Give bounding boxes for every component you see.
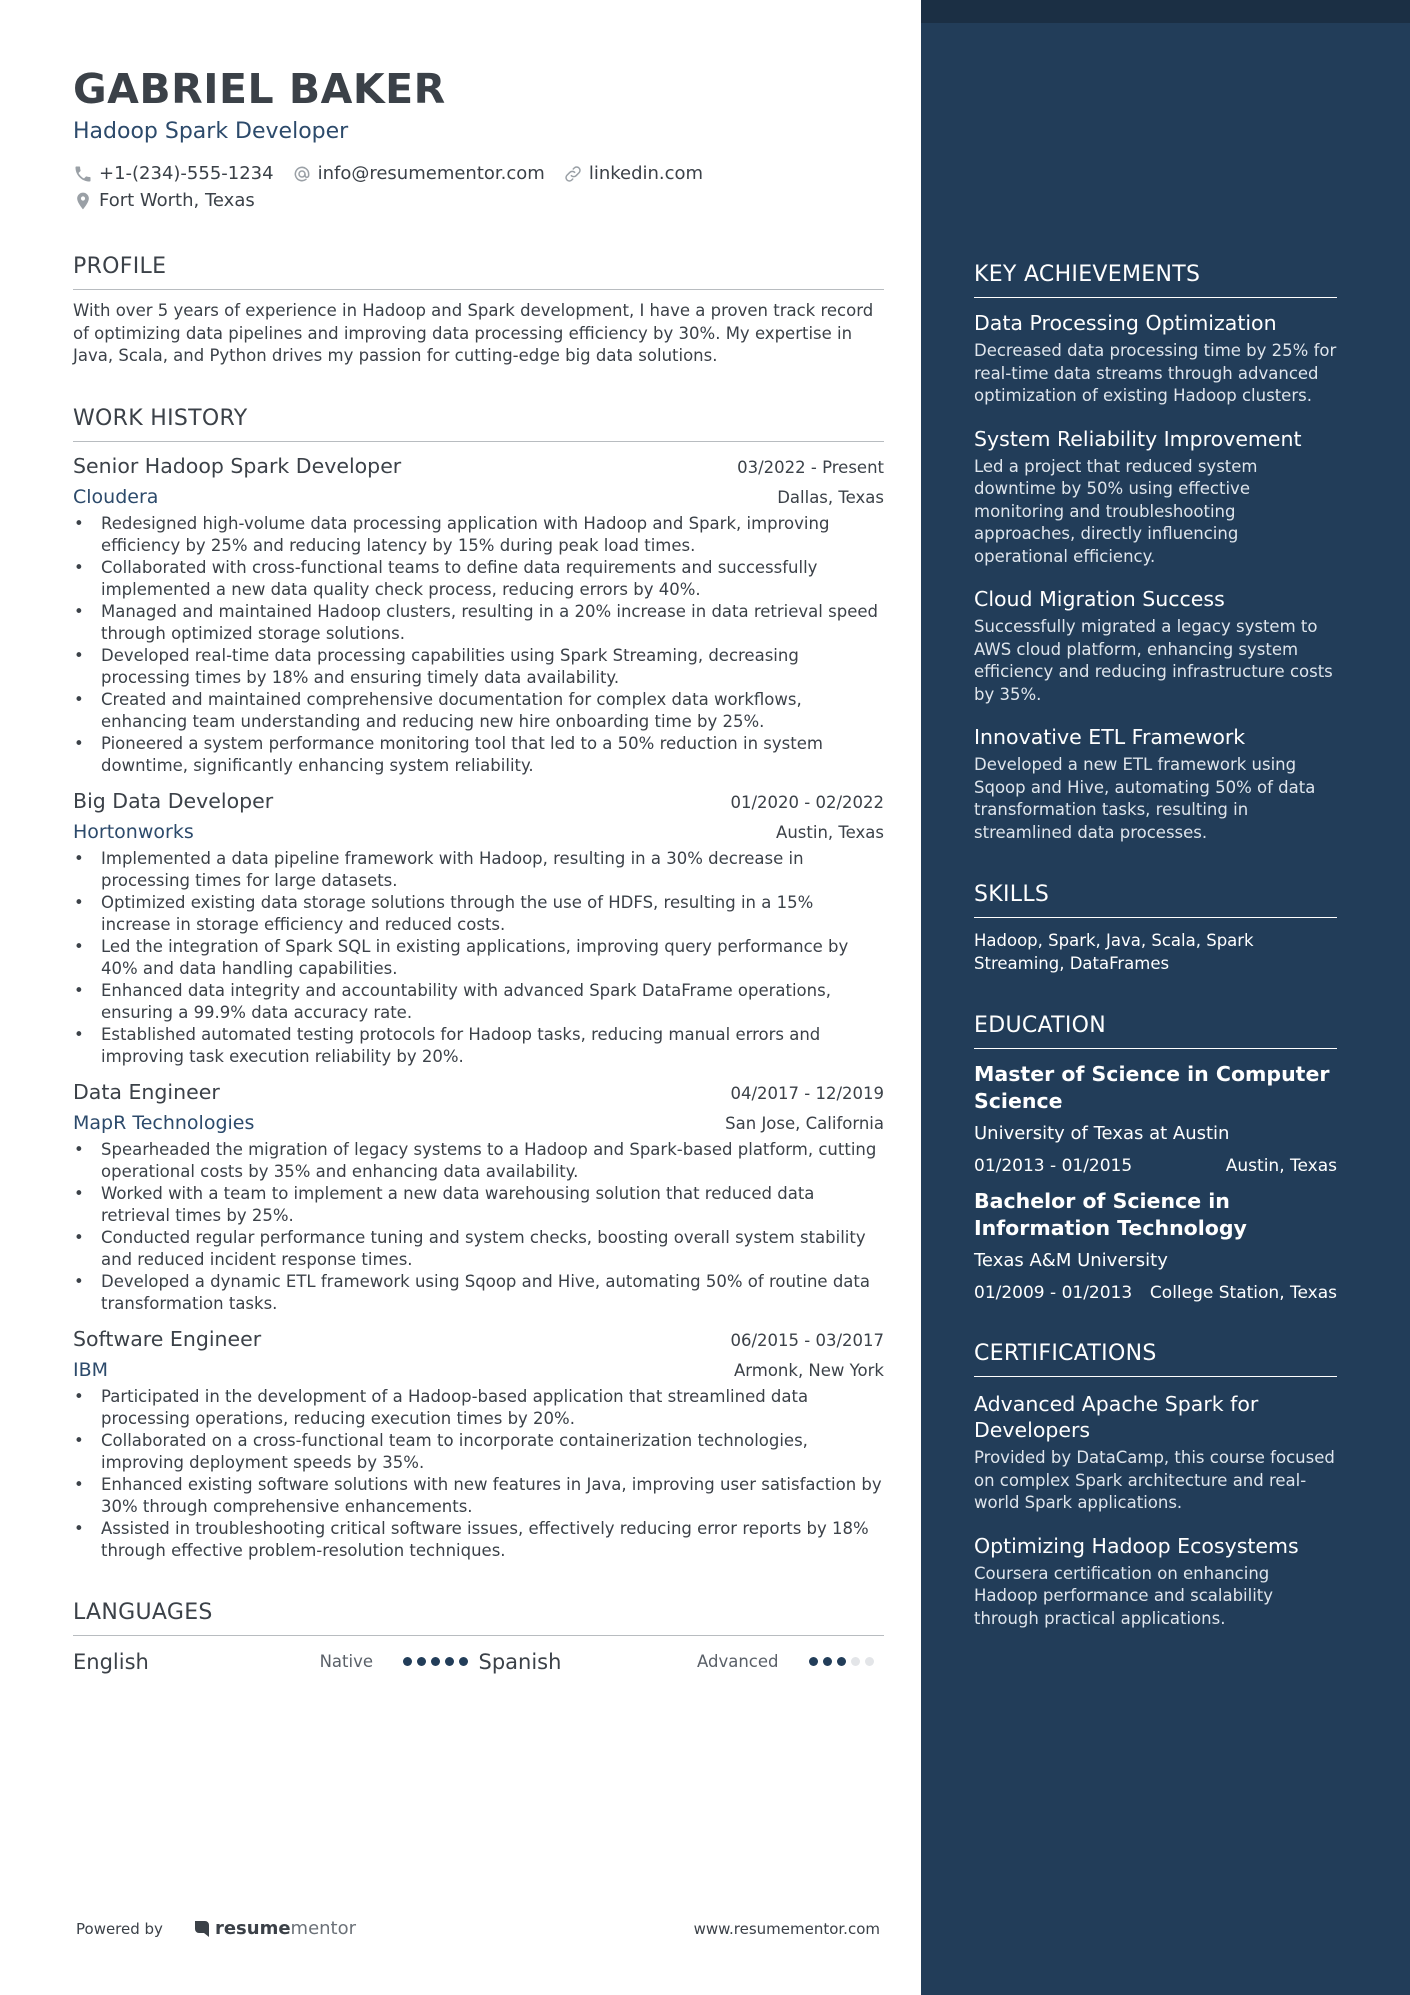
language-item bbox=[73, 1650, 479, 1674]
rating-dot-empty bbox=[851, 1657, 860, 1666]
bullet-item: • Worked with a team to implement a new data warehousing solution that reduced data retrieval times by 25%. bbox=[73, 1183, 884, 1227]
job-company: MapR Technologies bbox=[73, 1111, 255, 1134]
achievements-section bbox=[974, 262, 1337, 844]
sidebar-column bbox=[921, 0, 1410, 1995]
job-location: San Jose, California bbox=[725, 1113, 884, 1133]
profile-section bbox=[73, 254, 884, 368]
languages-heading: LANGUAGES bbox=[73, 1600, 884, 1636]
rating-dot-empty bbox=[865, 1657, 874, 1666]
certification-text: Provided by DataCamp, this course focused on complex Spark architecture and real-world Spark applications. bbox=[974, 1448, 1335, 1512]
certification-text: Coursera certification on enhancing Hadoop performance and scalability through practical applications. bbox=[974, 1563, 1274, 1628]
email-text: info@resumementor.com bbox=[317, 163, 545, 184]
job-entry bbox=[73, 1080, 884, 1315]
certifications-heading: CERTIFICATIONS bbox=[974, 1341, 1337, 1377]
contact-email[interactable] bbox=[292, 163, 545, 184]
achievement-title: Innovative ETL Framework bbox=[974, 725, 1246, 749]
achievement-text: Successfully migrated a legacy system to AWS cloud platform, enhancing system efficiency and reducing infrastructure costs by 35%. bbox=[974, 617, 1333, 704]
certification-title: Advanced Apache Spark for Developers bbox=[974, 1392, 1259, 1442]
work-section bbox=[73, 406, 884, 1562]
achievement-text: Developed a new ETL framework using Sqoop and Hive, automating 50% of data transformation tasks, resulting in streamlined data processes. bbox=[974, 755, 1316, 842]
rating-dot-filled bbox=[445, 1657, 454, 1666]
rating-dot-filled bbox=[459, 1657, 468, 1666]
location-text: Fort Worth, Texas bbox=[99, 190, 255, 211]
main-content bbox=[73, 62, 884, 1676]
bullet-item: • Redesigned high-volume data processing application with Hadoop and Spark, improving efficiency by 25% and reducing latency by 15% during peak load times. bbox=[73, 513, 884, 557]
candidate-name: GABRIEL BAKER bbox=[73, 65, 446, 113]
job-location: Austin, Texas bbox=[776, 822, 884, 842]
footer bbox=[76, 1918, 880, 1939]
job-entry bbox=[73, 1327, 884, 1562]
at-icon bbox=[292, 164, 312, 184]
contact-info bbox=[73, 160, 884, 214]
skills-section bbox=[974, 882, 1337, 975]
education-section bbox=[974, 1013, 1337, 1303]
bullet-item: • Participated in the development of a Hadoop-based application that streamlined data processing operations, reducing execution times by 20%. bbox=[73, 1386, 884, 1430]
rating-dot-filled bbox=[403, 1657, 412, 1666]
phone-text: +1-(234)-555-1234 bbox=[99, 163, 274, 184]
education-entry bbox=[974, 1061, 1337, 1176]
education-degree: Bachelor of Science in Information Technology bbox=[974, 1189, 1247, 1240]
job-bullets bbox=[73, 1386, 884, 1562]
bullet-item: • Collaborated with cross-functional teams to define data requirements and successfully implemented a new data quality check process, reducing errors by 40%. bbox=[73, 557, 884, 601]
job-company: Hortonworks bbox=[73, 820, 194, 843]
achievement-title: Data Processing Optimization bbox=[974, 311, 1277, 335]
job-title: Software Engineer bbox=[73, 1326, 262, 1351]
powered-by bbox=[76, 1918, 356, 1939]
link-icon bbox=[563, 164, 583, 184]
education-location: College Station, Texas bbox=[1149, 1283, 1337, 1303]
job-bullets bbox=[73, 513, 884, 777]
job-location: Dallas, Texas bbox=[777, 487, 884, 507]
education-degree: Master of Science in Computer Science bbox=[974, 1062, 1330, 1113]
job-bullets bbox=[73, 1139, 884, 1315]
candidate-role: Hadoop Spark Developer bbox=[73, 119, 349, 144]
achievement-text: Led a project that reduced system downtime by 50% using effective monitoring and troubleshooting approaches, directly influencing operational efficiency. bbox=[974, 456, 1258, 566]
contact-row bbox=[73, 160, 884, 187]
bullet-item: • Pioneered a system performance monitoring tool that led to a 50% reduction in system downtime, significantly enhancing system reliability. bbox=[73, 733, 884, 777]
education-heading: EDUCATION bbox=[974, 1013, 1337, 1049]
bullet-item: • Led the integration of Spark SQL in existing applications, improving query performance by 40% and data handling capabilities. bbox=[73, 936, 884, 980]
sidebar-content bbox=[974, 262, 1337, 1630]
job-dates: 06/2015 - 03/2017 bbox=[730, 1330, 884, 1350]
job-dates: 01/2020 - 02/2022 bbox=[730, 792, 884, 812]
job-location: Armonk, New York bbox=[733, 1360, 884, 1380]
education-school: Texas A&M University bbox=[974, 1250, 1168, 1271]
language-rating bbox=[403, 1657, 473, 1666]
job-title: Data Engineer bbox=[73, 1079, 220, 1104]
skills-text: Hadoop, Spark, Java, Scala, Spark Streaming, DataFrames bbox=[974, 931, 1254, 973]
language-item bbox=[479, 1650, 885, 1674]
languages-row bbox=[73, 1648, 884, 1676]
bullet-item: • Collaborated on a cross-functional team to incorporate containerization technologies, improving deployment speeds by 35%. bbox=[73, 1430, 884, 1474]
achievement-text: Decreased data processing time by 25% for real-time data streams through advanced optimization of existing Hadoop clusters. bbox=[974, 341, 1337, 405]
rating-dot-filled bbox=[417, 1657, 426, 1666]
job-bullets bbox=[73, 848, 884, 1068]
contact-phone bbox=[73, 163, 274, 184]
achievement-title: System Reliability Improvement bbox=[974, 426, 1302, 451]
education-location: Austin, Texas bbox=[1225, 1156, 1337, 1176]
rating-dot-filled bbox=[809, 1657, 818, 1666]
rating-dot-filled bbox=[431, 1657, 440, 1666]
linkedin-text: linkedin.com bbox=[588, 163, 704, 184]
skills-heading: SKILLS bbox=[974, 882, 1337, 918]
bullet-item: • Enhanced data integrity and accountability with advanced Spark DataFrame operations, ensuring a 99.9% data accuracy rate. bbox=[73, 980, 884, 1024]
contact-linkedin[interactable] bbox=[563, 163, 703, 184]
bullet-item: • Assisted in troubleshooting critical software issues, effectively reducing error reports by 18% through effective problem-resolution techniques. bbox=[73, 1518, 884, 1562]
job-entry bbox=[73, 789, 884, 1068]
education-dates: 01/2009 - 01/2013 bbox=[974, 1283, 1133, 1303]
bullet-item: • Developed a dynamic ETL framework using Sqoop and Hive, automating 50% of routine data transformation tasks. bbox=[73, 1271, 884, 1315]
powered-by-label: Powered by bbox=[76, 1919, 163, 1938]
language-level: Native bbox=[319, 1652, 373, 1671]
job-dates: 03/2022 - Present bbox=[737, 457, 884, 477]
language-rating bbox=[809, 1657, 879, 1666]
language-name: Spanish bbox=[478, 1649, 562, 1674]
bullet-item: • Implemented a data pipeline framework with Hadoop, resulting in a 30% decrease in processing times for large datasets. bbox=[73, 848, 884, 892]
bullet-item: • Enhanced existing software solutions with new features in Java, improving user satisfaction by 30% through comprehensive enhancements. bbox=[73, 1474, 884, 1518]
education-school: University of Texas at Austin bbox=[974, 1123, 1230, 1144]
profile-heading: PROFILE bbox=[73, 254, 884, 290]
contact-row bbox=[73, 187, 884, 214]
bullet-item: • Managed and maintained Hadoop clusters, resulting in a 20% increase in data retrieval speed through optimized storage solutions. bbox=[73, 601, 884, 645]
bullet-item: • Spearheaded the migration of legacy systems to a Hadoop and Spark-based platform, cutting operational costs by 35% and enhancing data availability. bbox=[73, 1139, 884, 1183]
education-entry bbox=[974, 1188, 1337, 1303]
job-title: Big Data Developer bbox=[73, 788, 274, 813]
location-pin-icon bbox=[73, 191, 93, 211]
brand-name-secondary: mentor bbox=[290, 1918, 357, 1939]
certifications-section bbox=[974, 1341, 1337, 1630]
job-entry bbox=[73, 454, 884, 777]
profile-text: With over 5 years of experience in Hadoop and Spark development, I have a proven track record of optimizing data pipelines and improving data processing efficiency by 30%. My expertise in Java, Scala, and Python drives my passion for cutting-edge big data solutions. bbox=[73, 301, 874, 365]
phone-icon bbox=[73, 164, 93, 184]
achievements-heading: KEY ACHIEVEMENTS bbox=[974, 262, 1337, 298]
bullet-item: • Established automated testing protocols for Hadoop tasks, reducing manual errors and improving task execution reliability by 20%. bbox=[73, 1024, 884, 1068]
footer-website[interactable]: www.resumementor.com bbox=[693, 1919, 880, 1938]
bullet-item: • Optimized existing data storage solutions through the use of HDFS, resulting in a 15% increase in storage efficiency and reduced costs. bbox=[73, 892, 884, 936]
rating-dot-filled bbox=[823, 1657, 832, 1666]
job-dates: 04/2017 - 12/2019 bbox=[730, 1083, 884, 1103]
rating-dot-filled bbox=[837, 1657, 846, 1666]
achievement-title: Cloud Migration Success bbox=[974, 587, 1225, 611]
sidebar-top-band bbox=[921, 0, 1410, 23]
certification-title: Optimizing Hadoop Ecosystems bbox=[974, 1533, 1299, 1558]
brand-name-primary: resume bbox=[214, 1918, 291, 1939]
language-name: English bbox=[73, 1649, 149, 1674]
bullet-item: • Developed real-time data processing capabilities using Spark Streaming, decreasing processing times by 18% and ensuring timely data availability. bbox=[73, 645, 884, 689]
bullet-item: • Conducted regular performance tuning and system checks, boosting overall system stability and reduced incident response times. bbox=[73, 1227, 884, 1271]
job-company: Cloudera bbox=[73, 485, 159, 508]
work-heading: WORK HISTORY bbox=[73, 406, 884, 442]
brand-logo bbox=[193, 1918, 356, 1939]
job-company: IBM bbox=[73, 1358, 109, 1381]
resumementor-logo-icon bbox=[193, 1919, 211, 1939]
contact-location bbox=[73, 190, 255, 211]
bullet-item: • Created and maintained comprehensive documentation for complex data workflows, enhancing team understanding and reducing new hire onboarding time by 25%. bbox=[73, 689, 884, 733]
language-level: Advanced bbox=[696, 1652, 779, 1671]
job-title: Senior Hadoop Spark Developer bbox=[73, 453, 402, 478]
education-dates: 01/2013 - 01/2015 bbox=[974, 1156, 1133, 1176]
languages-section bbox=[73, 1600, 884, 1676]
